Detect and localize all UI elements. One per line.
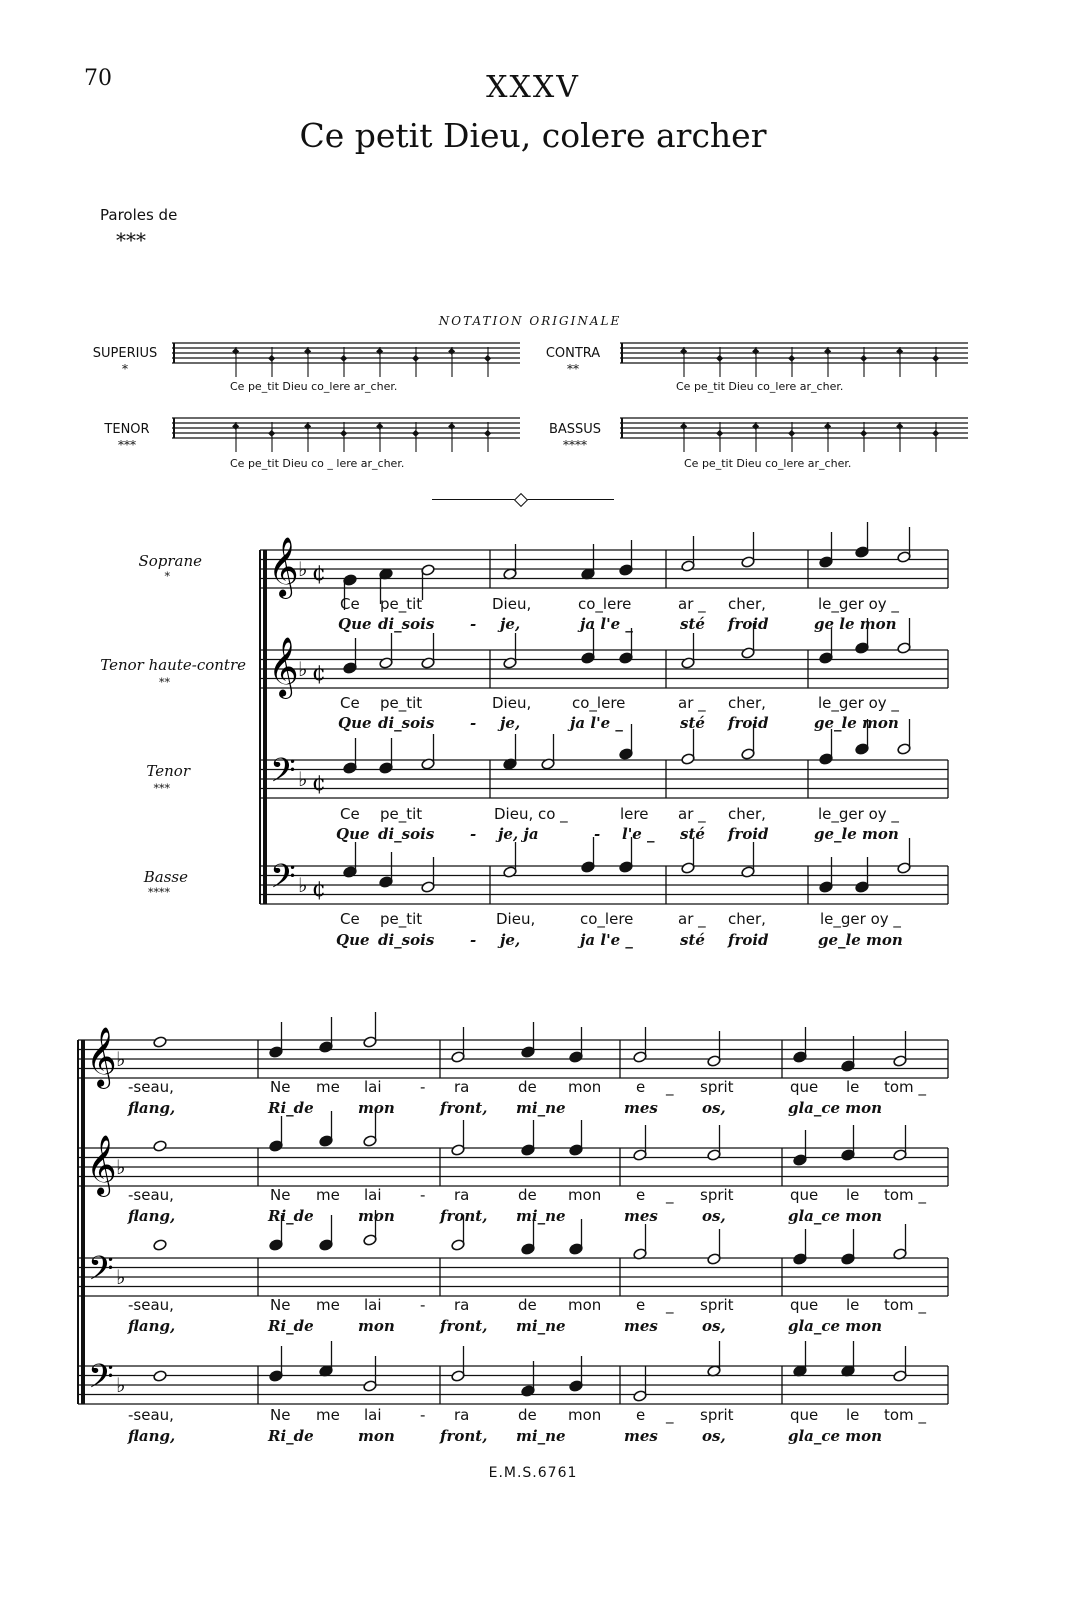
- key-signature-flat: ♭: [298, 873, 308, 897]
- key-signature-flat: ♭: [116, 1047, 126, 1071]
- incipit-note: [412, 355, 419, 362]
- incipit-note: [932, 430, 939, 437]
- incipit-note: [896, 348, 903, 355]
- incipit-note: [896, 423, 903, 430]
- key-signature-flat: ♭: [298, 767, 308, 791]
- incipit-note: [232, 423, 239, 430]
- bass-clef: 𝄢: [270, 752, 296, 798]
- note-head: [153, 1370, 167, 1382]
- incipit-note: [752, 348, 759, 355]
- piece-title: Ce petit Dieu, colere archer: [299, 116, 767, 155]
- incipit-stars-superius: *: [122, 362, 128, 376]
- incipit-note: [376, 348, 383, 355]
- publisher-code: E.M.S.6761: [488, 1465, 578, 1481]
- key-signature-flat: ♭: [116, 1155, 126, 1179]
- voice-label-tenor-haute-contre: Tenor haute-contre: [100, 656, 246, 674]
- key-signature-flat: ♭: [116, 1265, 126, 1289]
- incipit-note: [340, 355, 347, 362]
- incipit-note: [824, 348, 831, 355]
- incipit-label-tenor: TENOR: [104, 422, 150, 437]
- incipit-note: [788, 355, 795, 362]
- incipit-note: [304, 348, 311, 355]
- incipit-note: [484, 355, 491, 362]
- key-signature-flat: ♭: [298, 557, 308, 581]
- notation-label: NOTATION ORIGINALE: [438, 314, 622, 328]
- incipit-note: [484, 430, 491, 437]
- voice-stars-tenor-haute-contre: **: [159, 676, 170, 689]
- piece-number: XXXV: [486, 70, 580, 105]
- incipit-label-contra: CONTRA: [545, 346, 601, 361]
- bass-clef: 𝄢: [88, 1250, 114, 1296]
- incipit-note: [340, 430, 347, 437]
- time-signature: ¢: [312, 561, 326, 586]
- incipit-stars-bassus: ****: [563, 438, 587, 452]
- key-signature-flat: ♭: [116, 1373, 126, 1397]
- paroles-label: Paroles de: [100, 206, 178, 224]
- voice-label-basse: Basse: [143, 868, 188, 886]
- incipit-note: [860, 430, 867, 437]
- incipit-note: [788, 430, 795, 437]
- incipit-note: [680, 348, 687, 355]
- time-signature: ¢: [312, 771, 326, 796]
- time-signature: ¢: [312, 661, 326, 686]
- voice-stars-soprane: *: [164, 570, 170, 583]
- voice-stars-tenor: ***: [153, 782, 170, 795]
- incipit-note: [932, 355, 939, 362]
- time-signature: ¢: [312, 877, 326, 902]
- bass-clef: 𝄢: [88, 1358, 114, 1404]
- incipit-lyric-bassus: Ce pe_tit Dieu co_lere ar_cher.: [684, 457, 852, 470]
- incipit-note: [860, 355, 867, 362]
- note-head: [153, 1140, 167, 1152]
- incipit-note: [752, 423, 759, 430]
- page-number: 70: [84, 66, 112, 91]
- incipit-note: [680, 423, 687, 430]
- key-signature-flat: ♭: [298, 657, 308, 681]
- note-head: [153, 1239, 167, 1251]
- incipit-note: [824, 423, 831, 430]
- voice-label-soprane: Soprane: [138, 552, 202, 570]
- incipit-label-bassus: BASSUS: [548, 422, 602, 437]
- incipit-stars-contra: **: [567, 362, 579, 376]
- bass-clef: 𝄢: [270, 858, 296, 904]
- incipit-note: [412, 430, 419, 437]
- incipit-note: [716, 355, 723, 362]
- treble-clef: 𝄞: [86, 1027, 117, 1087]
- incipit-lyric-superius: Ce pe_tit Dieu co_lere ar_cher.: [230, 380, 398, 393]
- incipit-note: [716, 430, 723, 437]
- incipit-note: [376, 423, 383, 430]
- note-head: [153, 1036, 167, 1048]
- treble-clef: 𝄞: [268, 637, 299, 697]
- incipit-note: [268, 430, 275, 437]
- incipit-note: [232, 348, 239, 355]
- treble-clef: 𝄞: [86, 1135, 117, 1195]
- incipit-lyric-contra: Ce pe_tit Dieu co_lere ar_cher.: [676, 380, 844, 393]
- incipit-note: [448, 348, 455, 355]
- incipit-stars-tenor: ***: [118, 438, 136, 452]
- treble-clef: 𝄞: [268, 537, 299, 597]
- incipit-label-superius: SUPERIUS: [92, 346, 158, 361]
- incipit-note: [448, 423, 455, 430]
- incipit-note: [268, 355, 275, 362]
- paroles-author: ***: [116, 228, 146, 252]
- voice-stars-basse: ****: [148, 886, 170, 899]
- incipit-lyric-tenor: Ce pe_tit Dieu co _ lere ar_cher.: [230, 457, 405, 470]
- incipit-note: [304, 423, 311, 430]
- voice-label-tenor: Tenor: [146, 762, 190, 780]
